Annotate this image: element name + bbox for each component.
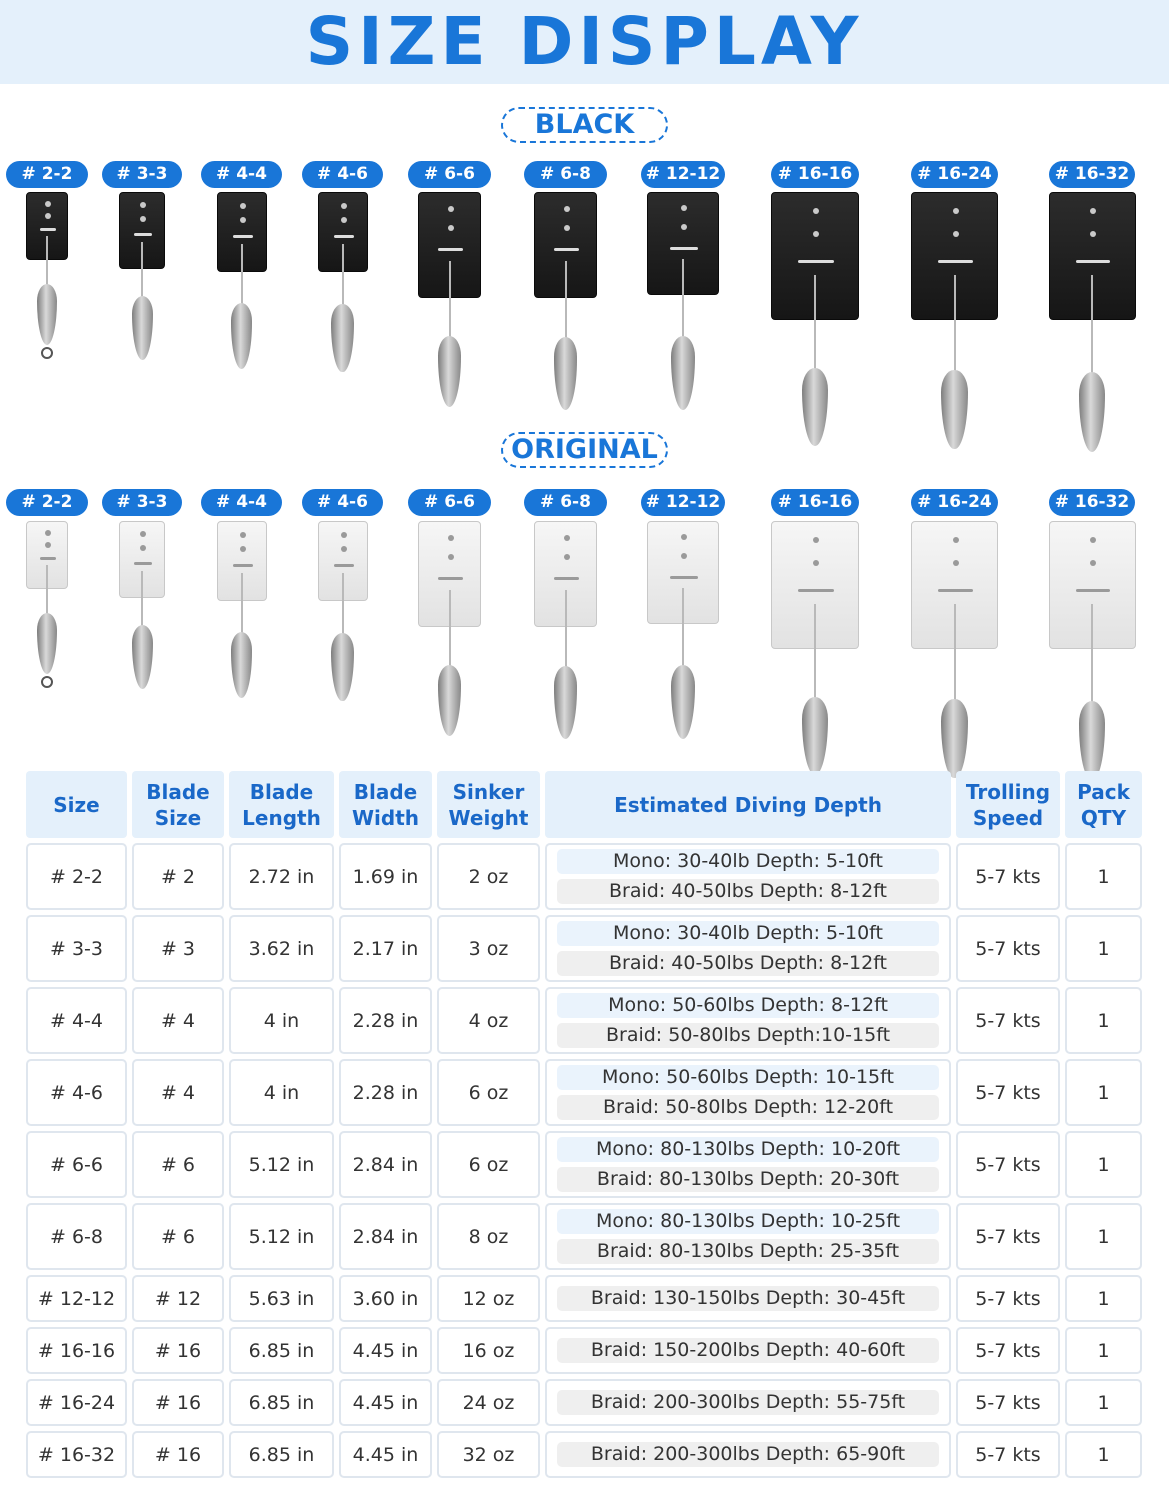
mount-hole bbox=[953, 537, 959, 543]
table-row bbox=[26, 987, 1142, 1054]
brand-mark bbox=[938, 260, 973, 263]
cell-pack-qty: 1 bbox=[1065, 1275, 1142, 1322]
cell-sinker-weight: 3 oz bbox=[437, 915, 540, 982]
mount-hole bbox=[1090, 560, 1096, 566]
mount-hole bbox=[240, 532, 246, 538]
brand-mark bbox=[670, 576, 699, 579]
sinker-weight-image bbox=[671, 665, 695, 739]
cell-blade-width: 2.84 in bbox=[339, 1203, 432, 1270]
page-title: SIZE DISPLAY bbox=[305, 3, 864, 80]
mount-hole bbox=[45, 201, 51, 207]
size-tag-black: # 6-6 bbox=[408, 161, 491, 188]
mount-hole bbox=[1090, 231, 1096, 237]
cell-pack-qty: 1 bbox=[1065, 1131, 1142, 1198]
table-row bbox=[26, 1203, 1142, 1270]
title-banner bbox=[0, 0, 1169, 84]
size-tag-black: # 4-6 bbox=[302, 161, 383, 188]
size-tag-black: # 6-8 bbox=[524, 161, 607, 188]
cell-trolling-speed: 5-7 kts bbox=[956, 1275, 1060, 1322]
mono-depth-line: Mono: 80-130lbs Depth: 10-25ft bbox=[557, 1209, 939, 1234]
braid-depth-line: Braid: 50-80lbs Depth: 12-20ft bbox=[557, 1095, 939, 1120]
size-tag-original: # 12-12 bbox=[641, 489, 725, 516]
braid-depth-line: Braid: 50-80lbs Depth:10-15ft bbox=[557, 1023, 939, 1048]
cell-blade-length: 5.63 in bbox=[229, 1275, 334, 1322]
table-row bbox=[26, 1131, 1142, 1198]
cell-pack-qty: 1 bbox=[1065, 1327, 1142, 1374]
table-row bbox=[26, 1431, 1142, 1478]
cell-sinker-weight: 16 oz bbox=[437, 1327, 540, 1374]
mono-depth-line: Mono: 80-130lbs Depth: 10-20ft bbox=[557, 1137, 939, 1162]
header-blade-width bbox=[339, 771, 432, 838]
mount-hole bbox=[813, 208, 819, 214]
header-sinker-weight-text: Sinker Weight bbox=[448, 779, 529, 830]
brand-mark bbox=[938, 589, 973, 592]
cell-blade-width: 1.69 in bbox=[339, 843, 432, 910]
mono-depth-line: Mono: 50-60lbs Depth: 8-12ft bbox=[557, 993, 939, 1018]
sinker-weight-image bbox=[554, 337, 578, 409]
cell-blade-width: 4.45 in bbox=[339, 1431, 432, 1478]
mount-hole bbox=[813, 231, 819, 237]
size-tag-black: # 16-16 bbox=[771, 161, 859, 188]
header-blade-length-text: Blade Length bbox=[242, 779, 321, 830]
leader-wire bbox=[449, 590, 451, 673]
leader-wire bbox=[141, 571, 143, 633]
cell-size: # 3-3 bbox=[26, 915, 127, 982]
table-header-row bbox=[26, 771, 1142, 838]
cell-blade-length: 4 in bbox=[229, 1059, 334, 1126]
sinker-weight-image bbox=[1079, 372, 1106, 453]
cell-trolling-speed: 5-7 kts bbox=[956, 1431, 1060, 1478]
table-body bbox=[26, 843, 1142, 1478]
sinker-weight-image bbox=[438, 336, 461, 407]
table-row bbox=[26, 1059, 1142, 1126]
cell-estimated-diving-depth bbox=[545, 1431, 951, 1478]
brand-mark bbox=[233, 235, 253, 238]
cell-size: # 6-6 bbox=[26, 1131, 127, 1198]
header-trolling-speed bbox=[956, 771, 1060, 838]
leader-wire bbox=[241, 244, 243, 311]
brand-mark bbox=[1076, 589, 1111, 592]
mount-hole bbox=[564, 225, 570, 231]
depth-lines bbox=[547, 1390, 949, 1415]
cell-sinker-weight: 32 oz bbox=[437, 1431, 540, 1478]
sinker-weight-image bbox=[802, 368, 828, 446]
leader-wire bbox=[954, 275, 956, 378]
sinker-weight-image bbox=[231, 632, 253, 698]
cell-size: # 16-32 bbox=[26, 1431, 127, 1478]
cell-pack-qty: 1 bbox=[1065, 915, 1142, 982]
size-tag-original: # 4-4 bbox=[201, 489, 282, 516]
cell-sinker-weight: 12 oz bbox=[437, 1275, 540, 1322]
header-blade-width-text: Blade Width bbox=[351, 779, 420, 830]
cell-size: # 16-24 bbox=[26, 1379, 127, 1426]
mono-depth-line: Mono: 50-60lbs Depth: 10-15ft bbox=[557, 1065, 939, 1090]
header-trolling-speed-text: Trolling Speed bbox=[965, 779, 1051, 830]
cell-blade-size: # 6 bbox=[132, 1203, 224, 1270]
cell-blade-length: 6.85 in bbox=[229, 1431, 334, 1478]
cell-sinker-weight: 2 oz bbox=[437, 843, 540, 910]
mount-hole bbox=[341, 203, 347, 209]
braid-depth-line: Braid: 200-300lbs Depth: 65-90ft bbox=[557, 1442, 939, 1467]
cell-estimated-diving-depth bbox=[545, 1327, 951, 1374]
cell-trolling-speed: 5-7 kts bbox=[956, 1059, 1060, 1126]
cell-blade-size: # 6 bbox=[132, 1131, 224, 1198]
size-tag-black: # 2-2 bbox=[6, 161, 88, 188]
mount-hole bbox=[140, 216, 146, 222]
mount-hole bbox=[564, 554, 570, 560]
sinker-weight-image bbox=[231, 303, 253, 369]
leader-wire bbox=[814, 604, 816, 705]
mount-hole bbox=[953, 560, 959, 566]
mount-hole bbox=[140, 531, 146, 537]
depth-lines bbox=[547, 993, 949, 1048]
cell-size: # 4-4 bbox=[26, 987, 127, 1054]
cell-sinker-weight: 6 oz bbox=[437, 1131, 540, 1198]
mount-hole bbox=[448, 554, 454, 560]
cell-blade-size: # 3 bbox=[132, 915, 224, 982]
size-tag-original: # 2-2 bbox=[6, 489, 88, 516]
header-blade-length bbox=[229, 771, 334, 838]
mount-hole bbox=[45, 542, 51, 548]
mount-hole bbox=[564, 535, 570, 541]
cell-pack-qty: 1 bbox=[1065, 843, 1142, 910]
cell-blade-size: # 4 bbox=[132, 1059, 224, 1126]
mount-hole bbox=[341, 217, 347, 223]
cell-estimated-diving-depth bbox=[545, 1203, 951, 1270]
section-label-original: ORIGINAL bbox=[501, 432, 668, 468]
leader-wire bbox=[1091, 604, 1093, 708]
cell-estimated-diving-depth bbox=[545, 1379, 951, 1426]
header-blade-size bbox=[132, 771, 224, 838]
cell-trolling-speed: 5-7 kts bbox=[956, 1203, 1060, 1270]
cell-sinker-weight: 6 oz bbox=[437, 1059, 540, 1126]
mount-hole bbox=[341, 546, 347, 552]
brand-mark bbox=[134, 233, 152, 236]
brand-mark bbox=[670, 247, 699, 250]
braid-depth-line: Braid: 150-200lbs Depth: 40-60ft bbox=[557, 1338, 939, 1363]
cell-estimated-diving-depth bbox=[545, 843, 951, 910]
mount-hole bbox=[681, 534, 687, 540]
leader-wire bbox=[449, 261, 451, 344]
leader-wire bbox=[342, 244, 344, 312]
cell-sinker-weight: 8 oz bbox=[437, 1203, 540, 1270]
mount-hole bbox=[140, 202, 146, 208]
cell-sinker-weight: 24 oz bbox=[437, 1379, 540, 1426]
cell-trolling-speed: 5-7 kts bbox=[956, 915, 1060, 982]
mount-hole bbox=[448, 206, 454, 212]
sinker-weight-image bbox=[132, 625, 153, 689]
mono-depth-line: Mono: 30-40lb Depth: 5-10ft bbox=[557, 921, 939, 946]
header-size: Size bbox=[26, 771, 127, 838]
header-pack-qty-text: Pack QTY bbox=[1077, 779, 1130, 830]
sinker-weight-image bbox=[132, 296, 153, 360]
braid-depth-line: Braid: 130-150lbs Depth: 30-45ft bbox=[557, 1286, 939, 1311]
cell-blade-size: # 4 bbox=[132, 987, 224, 1054]
cell-blade-length: 4 in bbox=[229, 987, 334, 1054]
mount-hole bbox=[45, 213, 51, 219]
mount-hole bbox=[681, 224, 687, 230]
size-tag-black: # 3-3 bbox=[102, 161, 182, 188]
leader-wire bbox=[342, 573, 344, 641]
depth-lines bbox=[547, 1137, 949, 1192]
size-tag-original: # 4-6 bbox=[302, 489, 383, 516]
depth-lines bbox=[547, 1338, 949, 1363]
depth-lines bbox=[547, 1442, 949, 1467]
size-tag-original: # 16-16 bbox=[771, 489, 859, 516]
brand-mark bbox=[798, 589, 833, 592]
brand-mark bbox=[554, 577, 579, 580]
cell-blade-length: 3.62 in bbox=[229, 915, 334, 982]
cell-pack-qty: 1 bbox=[1065, 1379, 1142, 1426]
cell-estimated-diving-depth bbox=[545, 1275, 951, 1322]
depth-lines bbox=[547, 921, 949, 976]
brand-mark bbox=[1076, 260, 1111, 263]
leader-wire bbox=[141, 242, 143, 304]
brand-mark bbox=[134, 562, 152, 565]
cell-pack-qty: 1 bbox=[1065, 1059, 1142, 1126]
sinker-weight-image bbox=[554, 666, 578, 738]
cell-trolling-speed: 5-7 kts bbox=[956, 1131, 1060, 1198]
cell-size: # 4-6 bbox=[26, 1059, 127, 1126]
braid-depth-line: Braid: 40-50lbs Depth: 8-12ft bbox=[557, 951, 939, 976]
brand-mark bbox=[438, 577, 463, 580]
mount-hole bbox=[240, 546, 246, 552]
braid-depth-line: Braid: 80-130lbs Depth: 20-30ft bbox=[557, 1167, 939, 1192]
cell-size: # 12-12 bbox=[26, 1275, 127, 1322]
leader-wire bbox=[814, 275, 816, 376]
leader-wire bbox=[565, 261, 567, 345]
cell-blade-length: 2.72 in bbox=[229, 843, 334, 910]
cell-size: # 2-2 bbox=[26, 843, 127, 910]
size-tag-original: # 16-32 bbox=[1049, 489, 1135, 516]
cell-blade-width: 4.45 in bbox=[339, 1327, 432, 1374]
cell-blade-size: # 16 bbox=[132, 1431, 224, 1478]
mount-hole bbox=[953, 231, 959, 237]
cell-blade-width: 2.28 in bbox=[339, 987, 432, 1054]
mount-hole bbox=[140, 545, 146, 551]
sinker-weight-image bbox=[37, 284, 57, 346]
depth-lines bbox=[547, 1065, 949, 1120]
mount-hole bbox=[448, 225, 454, 231]
header-blade-size-text: Blade Size bbox=[146, 779, 210, 830]
cell-trolling-speed: 5-7 kts bbox=[956, 843, 1060, 910]
cell-blade-length: 5.12 in bbox=[229, 1131, 334, 1198]
mount-hole bbox=[681, 205, 687, 211]
mount-hole bbox=[813, 537, 819, 543]
cell-pack-qty: 1 bbox=[1065, 1203, 1142, 1270]
mount-hole bbox=[564, 206, 570, 212]
section-label-black: BLACK bbox=[501, 107, 668, 143]
cell-estimated-diving-depth bbox=[545, 1059, 951, 1126]
header-estimated-diving-depth: Estimated Diving Depth bbox=[545, 771, 951, 838]
cell-pack-qty: 1 bbox=[1065, 1431, 1142, 1478]
size-tag-original: # 6-8 bbox=[524, 489, 607, 516]
size-tag-black: # 4-4 bbox=[201, 161, 282, 188]
cell-blade-width: 2.17 in bbox=[339, 915, 432, 982]
depth-lines bbox=[547, 1286, 949, 1311]
header-sinker-weight bbox=[437, 771, 540, 838]
brand-mark bbox=[554, 248, 579, 251]
cell-blade-width: 4.45 in bbox=[339, 1379, 432, 1426]
braid-depth-line: Braid: 200-300lbs Depth: 55-75ft bbox=[557, 1390, 939, 1415]
table-row bbox=[26, 843, 1142, 910]
table-row bbox=[26, 915, 1142, 982]
cell-blade-size: # 16 bbox=[132, 1379, 224, 1426]
mount-hole bbox=[1090, 537, 1096, 543]
size-tag-original: # 6-6 bbox=[408, 489, 491, 516]
leader-wire bbox=[682, 259, 684, 344]
leader-wire bbox=[682, 588, 684, 673]
cell-size: # 16-16 bbox=[26, 1327, 127, 1374]
swivel-ring bbox=[41, 676, 53, 688]
brand-mark bbox=[40, 557, 57, 560]
cell-trolling-speed: 5-7 kts bbox=[956, 987, 1060, 1054]
mount-hole bbox=[681, 553, 687, 559]
sinker-weight-image bbox=[331, 633, 353, 701]
brand-mark bbox=[334, 235, 354, 238]
depth-lines bbox=[547, 1209, 949, 1264]
size-tag-black: # 16-32 bbox=[1049, 161, 1135, 188]
table-row bbox=[26, 1327, 1142, 1374]
mount-hole bbox=[341, 532, 347, 538]
size-tag-original: # 16-24 bbox=[911, 489, 998, 516]
size-tag-black: # 12-12 bbox=[641, 161, 725, 188]
cell-estimated-diving-depth bbox=[545, 1131, 951, 1198]
depth-lines bbox=[547, 849, 949, 904]
sinker-weight-image bbox=[941, 370, 967, 450]
table-row bbox=[26, 1275, 1142, 1322]
cell-estimated-diving-depth bbox=[545, 987, 951, 1054]
swivel-ring bbox=[41, 347, 53, 359]
sinker-weight-image bbox=[37, 613, 57, 675]
leader-wire bbox=[954, 604, 956, 707]
mount-hole bbox=[448, 535, 454, 541]
sinker-weight-image bbox=[331, 304, 353, 372]
cell-blade-length: 6.85 in bbox=[229, 1327, 334, 1374]
mono-depth-line: Mono: 30-40lb Depth: 5-10ft bbox=[557, 849, 939, 874]
mount-hole bbox=[813, 560, 819, 566]
mount-hole bbox=[45, 530, 51, 536]
brand-mark bbox=[233, 564, 253, 567]
cell-blade-width: 3.60 in bbox=[339, 1275, 432, 1322]
cell-trolling-speed: 5-7 kts bbox=[956, 1379, 1060, 1426]
cell-blade-width: 2.28 in bbox=[339, 1059, 432, 1126]
sinker-weight-image bbox=[671, 336, 695, 410]
size-spec-table bbox=[21, 766, 1147, 1483]
table-row bbox=[26, 1379, 1142, 1426]
cell-estimated-diving-depth bbox=[545, 915, 951, 982]
cell-blade-width: 2.84 in bbox=[339, 1131, 432, 1198]
leader-wire bbox=[241, 573, 243, 640]
cell-blade-length: 6.85 in bbox=[229, 1379, 334, 1426]
brand-mark bbox=[798, 260, 833, 263]
cell-blade-length: 5.12 in bbox=[229, 1203, 334, 1270]
cell-blade-size: # 16 bbox=[132, 1327, 224, 1374]
cell-blade-size: # 12 bbox=[132, 1275, 224, 1322]
leader-wire bbox=[1091, 275, 1093, 379]
sinker-weight-image bbox=[438, 665, 461, 736]
cell-sinker-weight: 4 oz bbox=[437, 987, 540, 1054]
mount-hole bbox=[953, 208, 959, 214]
leader-wire bbox=[565, 590, 567, 674]
cell-size: # 6-8 bbox=[26, 1203, 127, 1270]
size-tag-black: # 16-24 bbox=[911, 161, 998, 188]
cell-pack-qty: 1 bbox=[1065, 987, 1142, 1054]
brand-mark bbox=[334, 564, 354, 567]
brand-mark bbox=[438, 248, 463, 251]
size-tag-original: # 3-3 bbox=[102, 489, 182, 516]
header-pack-qty bbox=[1065, 771, 1142, 838]
mount-hole bbox=[240, 217, 246, 223]
braid-depth-line: Braid: 80-130lbs Depth: 25-35ft bbox=[557, 1239, 939, 1264]
braid-depth-line: Braid: 40-50lbs Depth: 8-12ft bbox=[557, 879, 939, 904]
brand-mark bbox=[40, 228, 57, 231]
sinker-weight-image bbox=[802, 697, 828, 775]
mount-hole bbox=[1090, 208, 1096, 214]
cell-trolling-speed: 5-7 kts bbox=[956, 1327, 1060, 1374]
cell-blade-size: # 2 bbox=[132, 843, 224, 910]
mount-hole bbox=[240, 203, 246, 209]
